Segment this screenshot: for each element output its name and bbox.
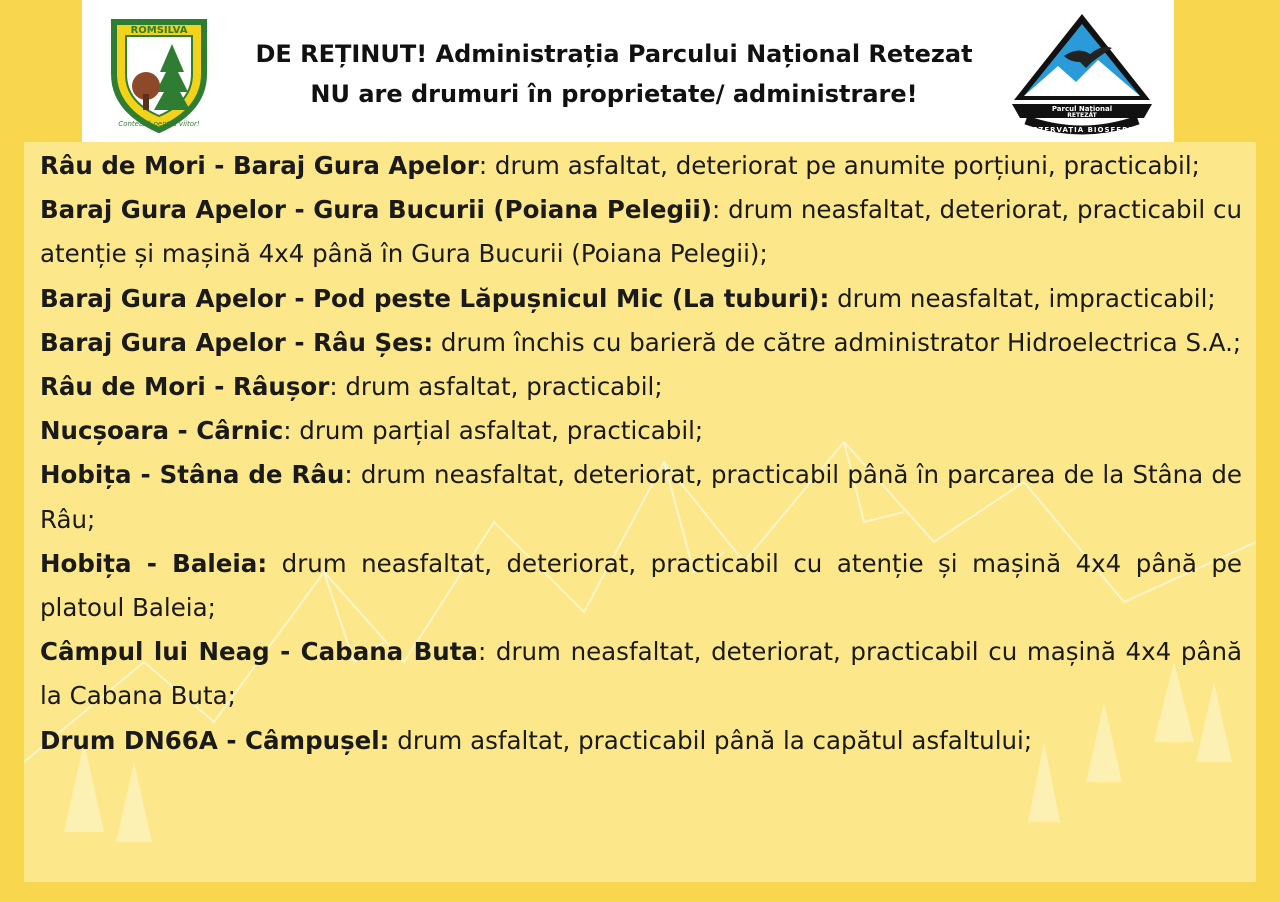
road-route: Baraj Gura Apelor - Râu Șes: bbox=[40, 327, 434, 357]
road-status: drum asfaltat, practicabil; bbox=[345, 372, 663, 402]
notice-line-2: NU are drumuri în proprietate/ administrare! bbox=[310, 80, 918, 108]
road-status: drum neasfaltat, deteriorat, practicabil cu mașină 4x4 până la Cabana Buta; bbox=[40, 637, 1242, 711]
road-item: Baraj Gura Apelor - Gura Bucurii (Poiana Pelegii): drum neasfaltat, deteriorat, practicabil cu atenție și mașină 4x4 până în Gura Bucurii (Poiana Pelegii); bbox=[40, 195, 1243, 269]
romsilva-text: ROMSILVA bbox=[130, 25, 188, 36]
road-status: drum parțial asfaltat, practicabil; bbox=[299, 416, 704, 446]
road-status: drum asfaltat, practicabil până la capătul asfaltului; bbox=[397, 725, 1033, 755]
road-status: drum asfaltat, deteriorat pe anumite porțiuni, practicabil; bbox=[494, 151, 1200, 180]
notice-line-1: DE REȚINUT! Administrația Parcului Național Retezat bbox=[255, 40, 973, 68]
road-item bbox=[40, 321, 1242, 365]
romsilva-logo bbox=[108, 14, 210, 136]
road-item: Hobița - Stâna de Râu: drum neasfaltat, deteriorat, practicabil până în parcarea de la Stâna de Râu; bbox=[40, 460, 1242, 534]
retezat-eagle-icon bbox=[1006, 8, 1158, 138]
road-route: Hobița - Baleia: bbox=[40, 548, 268, 578]
road-route: Hobița - Stâna de Râu bbox=[40, 460, 345, 490]
road-route: Drum DN66A - Câmpușel: bbox=[40, 725, 390, 755]
road-status: drum neasfaltat, impracticabil; bbox=[837, 283, 1216, 313]
road-item: Râu de Mori - Baraj Gura Apelor: drum asfaltat, deteriorat pe anumite porțiuni, practicabil; bbox=[40, 151, 1200, 180]
retezat-logo bbox=[1006, 8, 1158, 138]
road-route: Baraj Gura Apelor - Gura Bucurii (Poiana Pelegii) bbox=[40, 195, 712, 225]
road-item bbox=[40, 542, 1242, 630]
romsilva-shield-icon bbox=[108, 14, 210, 136]
road-item bbox=[40, 719, 1242, 763]
svg-text:REZERVAȚIA BIOSFEREI: REZERVAȚIA BIOSFEREI bbox=[1026, 126, 1138, 134]
road-status: drum neasfaltat, deteriorat, practicabil cu atenție și mașină 4x4 până pe platoul Baleia; bbox=[40, 548, 1243, 623]
road-item bbox=[40, 277, 1242, 321]
svg-text:RETEZAT: RETEZAT bbox=[1067, 112, 1097, 119]
road-route: Baraj Gura Apelor - Pod peste Lăpușnicul Mic (La tuburi): bbox=[40, 283, 830, 313]
road-status: drum neasfaltat, deteriorat, practicabil cu atenție și mașină 4x4 până în Gura Bucurii (Poiana Pelegii); bbox=[40, 195, 1243, 269]
road-status: drum închis cu barieră de către administrator Hidroelectrica S.A.; bbox=[440, 327, 1242, 357]
notice-heading bbox=[222, 34, 1006, 114]
road-route: Nucșoara - Cârnic bbox=[40, 416, 284, 446]
romsilva-tagline: Contează pentru viitor! bbox=[118, 120, 200, 128]
roads-list bbox=[40, 144, 1242, 763]
road-item: Câmpul lui Neag - Cabana Buta: drum neasfaltat, deteriorat, practicabil cu mașină 4x4 până la Cabana Buta; bbox=[40, 637, 1242, 711]
road-route: Râu de Mori - Râușor bbox=[40, 372, 330, 402]
road-route: Câmpul lui Neag - Cabana Buta bbox=[40, 637, 478, 667]
road-item: Nucșoara - Cârnic: drum parțial asfaltat, practicabil; bbox=[40, 416, 704, 446]
road-route: Râu de Mori - Baraj Gura Apelor bbox=[40, 151, 479, 180]
roads-panel bbox=[24, 142, 1256, 882]
header-banner bbox=[82, 0, 1174, 142]
svg-text:Parcul Național: Parcul Național bbox=[1051, 105, 1113, 113]
road-status: drum neasfaltat, deteriorat, practicabil până în parcarea de la Stâna de Râu; bbox=[40, 460, 1242, 534]
road-item: Râu de Mori - Râușor: drum asfaltat, practicabil; bbox=[40, 372, 663, 402]
